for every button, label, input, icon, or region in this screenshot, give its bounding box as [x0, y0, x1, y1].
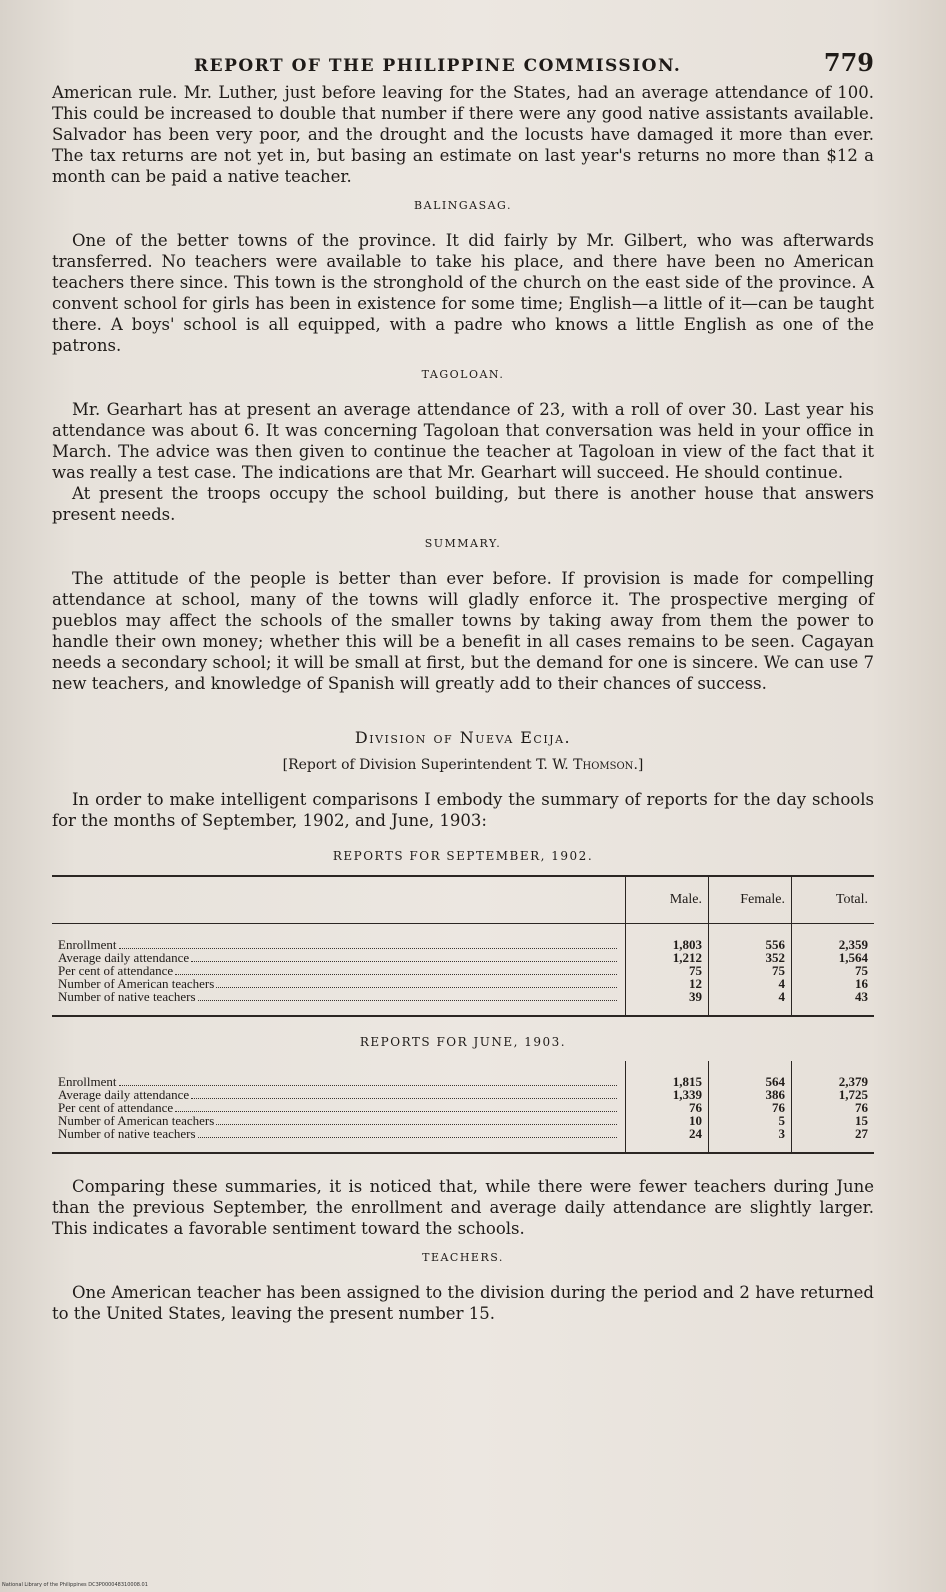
- balingasag-paragraph: One of the better towns of the province. It did fairly by Mr. Gilbert, who was afterwards transferred. No teachers were available to take his place, and there have been no American teachers there since. This town is the stronghold of the church on the east side of the province. A convent school for girls has been in existence for some time; English—a little of it—can be taught there. A boys' school is all equipped, with a padre who knows a little English as one of the patrons.: [52, 231, 874, 355]
- row-label: [52, 1061, 626, 1088]
- tagoloan-paragraph-1: Mr. Gearhart has at present an average attendance of 23, with a roll of over 30. Last year his attendance was about 6. It was concerning Tagoloan that conversation was held in your office in March. The advice was then given to continue the teacher at Tagoloan in view of the fact that it was really a test case. The indications are that Mr. Gearhart will succeed. He should continue.: [52, 400, 874, 482]
- table-header-blank: [52, 876, 626, 924]
- row-label-text: Per cent of attendance: [58, 1100, 174, 1115]
- division-subtitle-prefix: [Report of Division Superintendent T. W.: [282, 757, 574, 773]
- leader-dots: [119, 948, 617, 949]
- leader-dots: [119, 1085, 617, 1086]
- header-total: Total.: [792, 876, 875, 924]
- division-superintendent-name: Thomson: [573, 757, 634, 773]
- table-row: [52, 1088, 874, 1101]
- leader-dots: [216, 987, 617, 988]
- division-title: Division of Nueva Ecija.: [354, 728, 572, 747]
- row-label-text: Number of native teachers: [58, 1126, 196, 1141]
- table-row: [52, 1127, 874, 1153]
- cell-total-text: 43: [855, 989, 868, 1004]
- row-label-text: Per cent of attendance: [58, 963, 174, 978]
- row-label-text: Average daily attendance: [58, 1087, 190, 1102]
- leader-dots: [175, 1111, 617, 1112]
- running-title: REPORT OF THE PHILIPPINE COMMISSION.: [194, 56, 682, 76]
- cell-male: [626, 990, 709, 1016]
- intro-paragraph: American rule. Mr. Luther, just before leaving for the States, had an average attendance of 100. This could be increased to double that number if there were any good native assistants available. Salvador has been very poor, and the drought and the locusts have damaged it more than ever. The tax returns are not yet in, but basing an estimate on last year's returns no more than $12 a month can be paid a native teacher.: [52, 83, 874, 186]
- leader-dots: [191, 961, 617, 962]
- teachers-paragraph: One American teacher has been assigned to the division during the period and 2 have returned to the United States, leaving the present number 15.: [52, 1283, 874, 1323]
- cell-female-text: 564: [765, 1074, 785, 1089]
- cell-male-text: 1,212: [672, 950, 702, 965]
- cell-female: [709, 924, 792, 952]
- cell-total-text: 75: [855, 963, 868, 978]
- cell-female-text: 386: [765, 1087, 785, 1102]
- cell-female: [709, 990, 792, 1016]
- leader-dots: [191, 1098, 617, 1099]
- cell-female-text: 5: [778, 1113, 785, 1128]
- cell-female-text: 556: [765, 937, 785, 952]
- row-label: [52, 1127, 626, 1153]
- table-row: [52, 990, 874, 1016]
- page-number: 779: [823, 48, 874, 77]
- header-female: Female.: [709, 876, 792, 924]
- section-heading-tagoloan: TAGOLOAN.: [421, 368, 505, 381]
- row-label: [52, 924, 626, 952]
- cell-male-text: 1,815: [672, 1074, 702, 1089]
- cell-female-text: 4: [778, 989, 785, 1004]
- leader-dots: [198, 1000, 617, 1001]
- summary-paragraph: The attitude of the people is better than ever before. If provision is made for compelling attendance at school, many of the towns will gladly enforce it. The prospective merging of pueblos may affect the schools of the smaller towns by taking away from them the power to handle their own money; whether this will be a benefit in all cases remains to be seen. Cagayan needs a secondary school; it will be small at first, but the demand for one is sincere. We can use 7 new teachers, and knowledge of Spanish will greatly add to their chances of success.: [52, 569, 874, 693]
- cell-total-text: 15: [855, 1113, 868, 1128]
- header-male: Male.: [626, 876, 709, 924]
- cell-total: [792, 924, 875, 952]
- section-heading-summary: SUMMARY.: [424, 537, 502, 550]
- tagoloan-paragraph-2: At present the troops occupy the school building, but there is another house that answers present needs.: [52, 484, 874, 524]
- row-label: [52, 990, 626, 1016]
- cell-total-text: 76: [855, 1100, 868, 1115]
- division-subtitle: [52, 757, 874, 773]
- table-row: [52, 951, 874, 964]
- cell-male-text: 39: [689, 989, 702, 1004]
- table-title-september: REPORTS FOR SEPTEMBER, 1902.: [332, 849, 594, 863]
- section-heading-balingasag: BALINGASAG.: [414, 199, 512, 212]
- row-label-text: Number of American teachers: [58, 1113, 215, 1128]
- cell-total-text: 1,725: [838, 1087, 868, 1102]
- cell-female-text: 4: [778, 976, 785, 991]
- cell-total: [792, 1127, 875, 1153]
- cell-total-text: 1,564: [838, 950, 868, 965]
- cell-female: [709, 1127, 792, 1153]
- row-label-text: Average daily attendance: [58, 950, 190, 965]
- cell-total: [792, 1061, 875, 1088]
- division-subtitle-suffix: .]: [633, 757, 644, 773]
- page-content: [52, 46, 874, 1324]
- cell-female: [709, 1061, 792, 1088]
- cell-total-text: 27: [855, 1126, 868, 1141]
- cell-female-text: 75: [772, 963, 785, 978]
- table-title-june: REPORTS FOR JUNE, 1903.: [359, 1035, 567, 1049]
- cell-female-text: 352: [765, 950, 785, 965]
- cell-male-text: 76: [689, 1100, 702, 1115]
- section-heading-teachers: TEACHERS.: [422, 1251, 504, 1264]
- leader-dots: [216, 1124, 617, 1125]
- cell-male-text: 24: [689, 1126, 702, 1141]
- cell-male-text: 10: [689, 1113, 702, 1128]
- cell-male: [626, 1061, 709, 1088]
- table-september: [52, 875, 874, 1017]
- cell-male-text: 12: [689, 976, 702, 991]
- cell-male-text: 75: [689, 963, 702, 978]
- cell-female-text: 76: [772, 1100, 785, 1115]
- table-june: [52, 1061, 874, 1154]
- row-label-text: Number of native teachers: [58, 989, 196, 1004]
- row-label-text: Number of American teachers: [58, 976, 215, 991]
- library-footer-note: National Library of the Philippines DC3P000048310008.01: [2, 1582, 148, 1588]
- row-label-text: Enrollment: [58, 937, 117, 952]
- page-header: [52, 46, 874, 82]
- cell-total-text: 2,379: [838, 1074, 868, 1089]
- cell-male-text: 1,339: [672, 1087, 702, 1102]
- table-row: [52, 1061, 874, 1088]
- table-header-row: [52, 876, 874, 924]
- cell-male: [626, 1127, 709, 1153]
- row-label-text: Enrollment: [58, 1074, 117, 1089]
- cell-female-text: 3: [778, 1126, 785, 1141]
- cell-male-text: 1,803: [672, 937, 702, 952]
- leader-dots: [175, 974, 617, 975]
- comparison-paragraph: Comparing these summaries, it is noticed that, while there were fewer teachers during June than the previous September, the enrollment and average daily attendance are slightly larger. This indicates a favorable sentiment toward the schools.: [52, 1177, 874, 1238]
- division-paragraph: In order to make intelligent comparisons I embody the summary of reports for the day schools for the months of September, 1902, and June, 1903:: [52, 790, 874, 830]
- leader-dots: [198, 1137, 617, 1138]
- table-row: [52, 924, 874, 952]
- cell-total-text: 2,359: [838, 937, 868, 952]
- cell-total-text: 16: [855, 976, 868, 991]
- cell-total: [792, 990, 875, 1016]
- cell-male: [626, 924, 709, 952]
